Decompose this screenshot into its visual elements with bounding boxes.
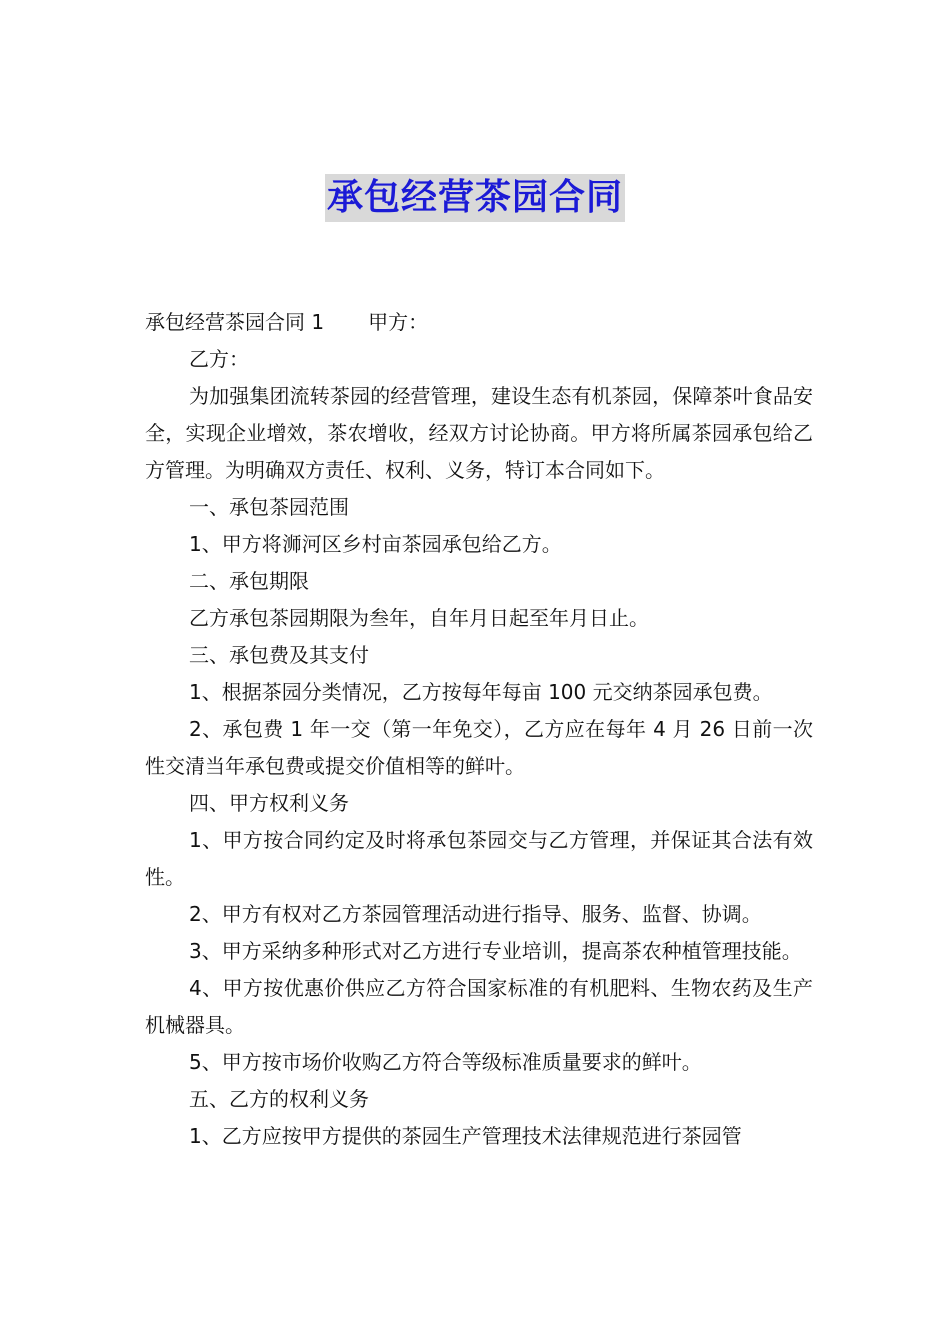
section-heading: 三、承包费及其支付	[189, 643, 369, 667]
clause-paragraph: 4、甲方按优惠价供应乙方符合国家标准的有机肥料、生物农药及生产机械器具。	[145, 976, 813, 1037]
clause-paragraph: 3、甲方采纳多种形式对乙方进行专业培训，提高茶农种植管理技能。	[189, 939, 802, 963]
preamble-paragraph: 为加强集团流转茶园的经营管理，建设生态有机茶园，保障茶叶食品安全，实现企业增效，茶农增收，经双方讨论协商。甲方将所属茶园承包给乙方管理。为明确双方责任、权利、义务，特订本合同如下。	[145, 384, 813, 482]
clause-paragraph: 5、甲方按市场价收购乙方符合等级标准质量要求的鲜叶。	[189, 1050, 702, 1074]
document-title: 承包经营茶园合同	[325, 174, 625, 222]
party-b-line: 乙方：	[189, 347, 249, 371]
clause-paragraph: 1、乙方应按甲方提供的茶园生产管理技术法律规范进行茶园管	[189, 1124, 742, 1148]
section-heading: 四、甲方权利义务	[189, 791, 349, 815]
clause-paragraph: 1、根据茶园分类情况，乙方按每年每亩 100 元交纳茶园承包费。	[189, 680, 773, 704]
clause-paragraph: 乙方承包茶园期限为叁年，自年月日起至年月日止。	[189, 606, 649, 630]
clause-paragraph: 1、甲方将浉河区乡村亩茶园承包给乙方。	[189, 532, 562, 556]
contract-heading: 承包经营茶园合同 1	[145, 310, 325, 334]
section-heading: 五、乙方的权利义务	[189, 1087, 369, 1111]
section-heading: 二、承包期限	[189, 569, 309, 593]
clause-paragraph: 1、甲方按合同约定及时将承包茶园交与乙方管理，并保证其合法有效性。	[145, 828, 813, 889]
party-a-label: 甲方：	[368, 310, 429, 334]
clause-paragraph: 2、甲方有权对乙方茶园管理活动进行指导、服务、监督、协调。	[189, 902, 762, 926]
document-body	[145, 304, 813, 1155]
heading-line	[145, 304, 813, 341]
title-container	[0, 174, 950, 222]
clause-paragraph: 2、承包费 1 年一交（第一年免交），乙方应在每年 4 月 26 日前一次性交清当年承包费或提交价值相等的鲜叶。	[145, 717, 813, 778]
section-heading: 一、承包茶园范围	[189, 495, 349, 519]
